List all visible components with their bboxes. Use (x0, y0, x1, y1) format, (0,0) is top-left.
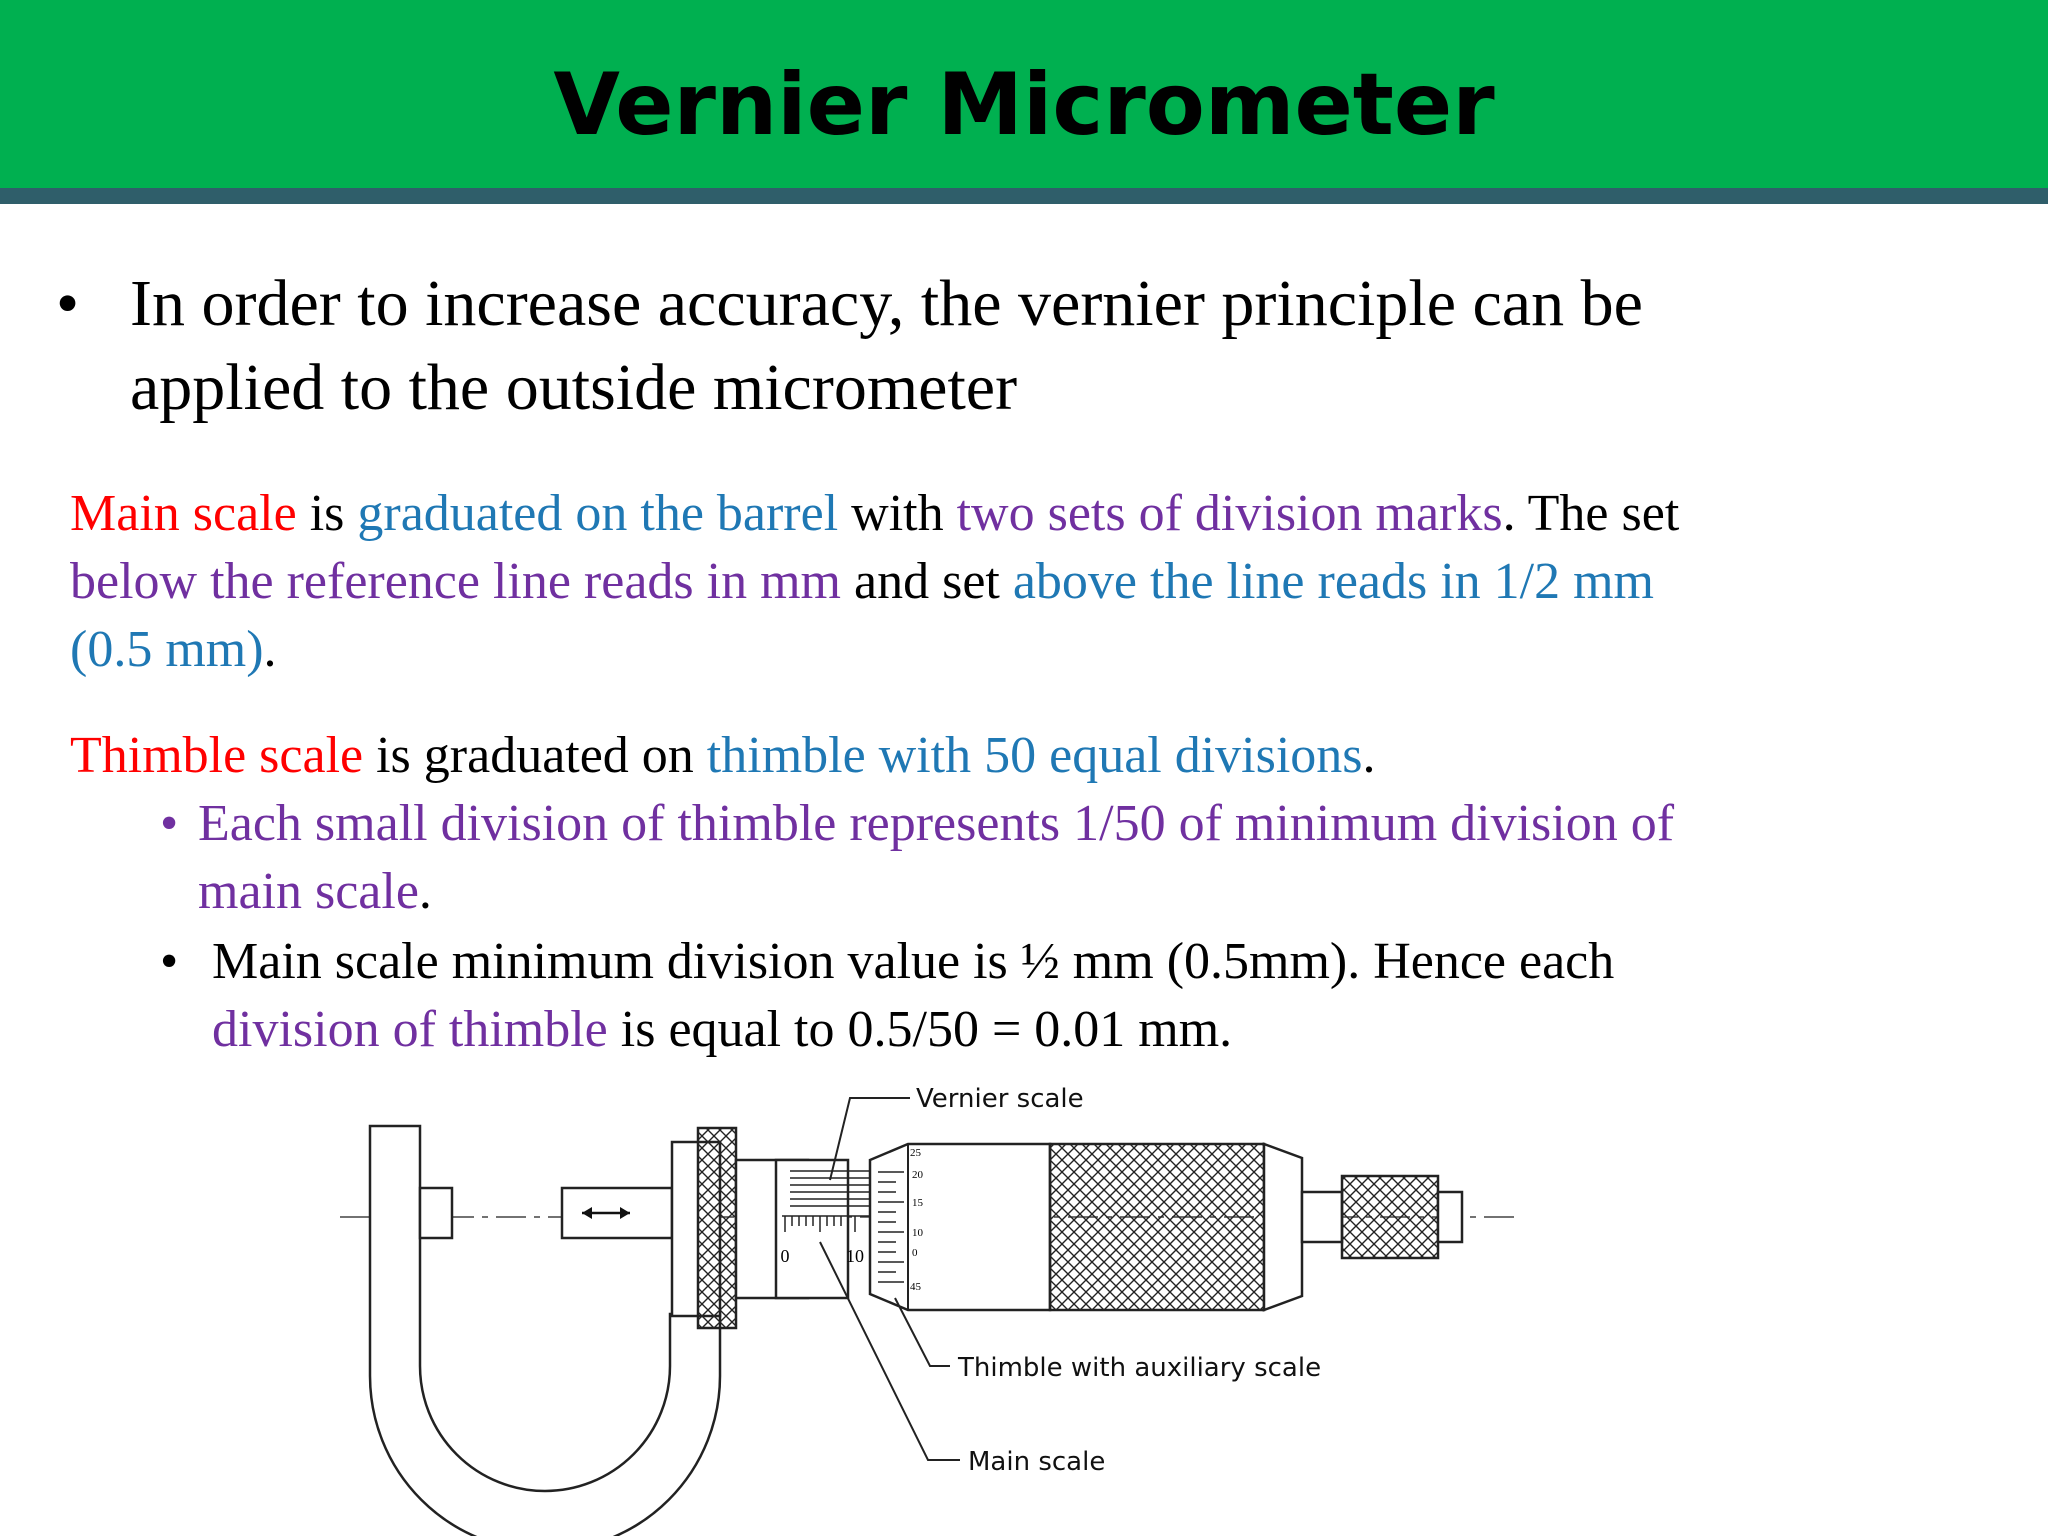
phrase-above-line: above the line reads in 1/2 mm (1012, 553, 1655, 610)
text-run: is equal to 0.5/50 = 0.01 mm. (607, 1001, 1233, 1058)
micrometer-diagram (330, 1076, 1530, 1536)
phrase-below-reference: below the reference line reads in mm (70, 553, 841, 610)
phrase-fifty-divisions: thimble with 50 equal divisions (706, 727, 1363, 784)
sub-bullet-2 (212, 928, 1992, 1064)
text-run: and set (841, 553, 1013, 610)
phrase-half-mm: (0.5 mm) (70, 621, 264, 678)
thimble-label-45: 45 (910, 1281, 921, 1293)
main-scale-line-3 (70, 616, 1970, 684)
thimble-grip (1050, 1144, 1264, 1310)
sub-bullet-1-line-2 (198, 858, 1978, 926)
text-run: . (1362, 727, 1376, 784)
phrase-graduated-barrel: graduated on the barrel (357, 485, 839, 542)
ratchet-cap (1438, 1192, 1462, 1242)
intro-line-2: applied to the outside micrometer (130, 351, 1018, 424)
thimble-label-0: 0 (912, 1247, 918, 1259)
intro-line-1: In order to increase accuracy, the vernier principle can be (130, 267, 1643, 340)
main-scale-line-2 (70, 548, 1970, 616)
intro-text (130, 262, 1890, 430)
label-main-scale: Main scale (968, 1447, 1106, 1477)
ratchet-shaft (1302, 1192, 1342, 1242)
text-run: is graduated on (363, 727, 707, 784)
text-run: is (296, 485, 358, 542)
main-scale-label-10: 10 (846, 1246, 864, 1266)
main-scale-line-1 (70, 480, 1970, 548)
text-run: . (263, 621, 277, 678)
thimble-label-20: 20 (912, 1169, 923, 1181)
thimble-label-25: 25 (910, 1147, 921, 1159)
sub-bullet-2-line-1: Main scale minimum division value is ½ mm (0.5mm). Hence each (212, 933, 1615, 990)
sub-bullet-2-line-2 (212, 996, 1992, 1064)
sub-bullet-1 (198, 790, 1978, 926)
slide-title: Vernier Micrometer (553, 55, 1495, 155)
thimble-end (1264, 1144, 1302, 1310)
main-scale-paragraph (70, 480, 1970, 684)
text-run: main scale (198, 863, 419, 920)
sub-bullet-1-marker: • (160, 795, 179, 852)
text-run: with (838, 485, 957, 542)
sub-bullet-2-marker: • (160, 933, 179, 990)
label-vernier-scale: Vernier scale (916, 1084, 1084, 1114)
bullet-marker: • (56, 267, 80, 340)
thimble-label-15: 15 (912, 1197, 923, 1209)
phrase-two-sets: two sets of division marks (956, 485, 1503, 542)
text-run: . The set (1502, 485, 1680, 542)
term-thimble-scale: Thimble scale (70, 727, 364, 784)
thimble-scale-paragraph (70, 722, 1970, 790)
title-bar-rule (0, 188, 2048, 204)
main-scale-label-0: 0 (780, 1246, 790, 1266)
sub-bullet-1-line-1: Each small division of thimble represents 1/50 of minimum division of (198, 795, 1675, 852)
ratchet-knob (1342, 1176, 1438, 1258)
label-thimble-aux: Thimble with auxiliary scale (958, 1353, 1322, 1383)
lock-nut (698, 1128, 736, 1328)
text-run: division of thimble (212, 1001, 608, 1058)
term-main-scale: Main scale (70, 485, 297, 542)
text-run: . (418, 863, 432, 920)
anvil (420, 1188, 452, 1238)
thimble-label-10: 10 (912, 1227, 923, 1239)
thimble (870, 1144, 1050, 1310)
